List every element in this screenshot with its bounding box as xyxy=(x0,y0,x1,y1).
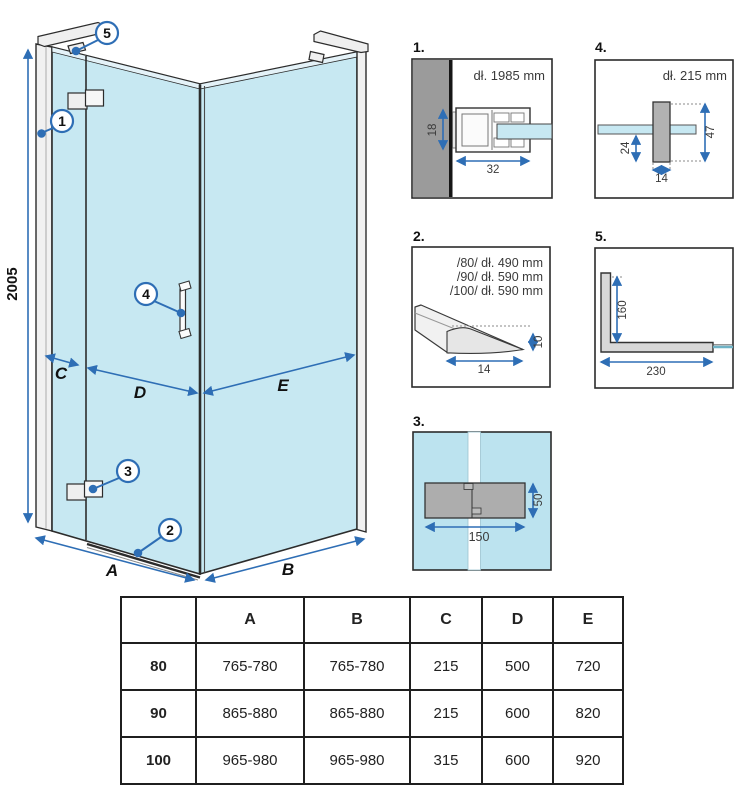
door-hinge-bottom xyxy=(67,481,103,500)
row-size-label: 90 xyxy=(121,690,196,737)
cell-c: 215 xyxy=(410,690,482,737)
dim-b-label: B xyxy=(281,560,295,579)
detail-2-line-90: /90/ dł. 590 mm xyxy=(456,270,543,284)
col-header-d: D xyxy=(482,597,553,643)
col-header-e: E xyxy=(553,597,623,643)
cell-a: 765-780 xyxy=(196,643,304,690)
svg-text:150: 150 xyxy=(468,530,490,544)
table-row xyxy=(121,643,623,690)
glass-pane-section xyxy=(598,125,696,134)
svg-text:10: 10 xyxy=(533,335,545,349)
dim-c-label: C xyxy=(54,364,68,383)
left-wall-profile xyxy=(36,44,52,531)
cell-a: 965-980 xyxy=(196,737,304,784)
svg-text:14: 14 xyxy=(655,173,668,185)
cell-e: 720 xyxy=(553,643,623,690)
detail-1-title: dł. 1985 mm xyxy=(473,68,545,83)
cell-b: 865-880 xyxy=(304,690,410,737)
callout-4-number: 4 xyxy=(142,286,150,302)
svg-text:47: 47 xyxy=(705,125,717,139)
detail-5-label: 5. xyxy=(595,228,607,244)
detail-4-dim-14 xyxy=(653,170,670,185)
svg-text:24: 24 xyxy=(620,141,632,155)
glass-hinge xyxy=(425,483,525,518)
cell-b: 965-980 xyxy=(304,737,410,784)
col-header-b: B xyxy=(304,597,410,643)
size-table xyxy=(120,596,624,785)
detail-2-label: 2. xyxy=(413,228,425,244)
callout-1-number: 1 xyxy=(58,113,66,129)
detail-2-line-80: /80/ dł. 490 mm xyxy=(456,256,543,270)
cell-d: 600 xyxy=(482,690,553,737)
detail-2-dim-10 xyxy=(533,334,545,350)
svg-text:32: 32 xyxy=(486,164,500,176)
detail-4-title: dł. 215 mm xyxy=(662,68,727,83)
svg-text:18: 18 xyxy=(427,123,439,137)
callout-5-number: 5 xyxy=(103,25,111,41)
cell-d: 600 xyxy=(482,737,553,784)
detail-panel-4 xyxy=(595,39,733,198)
col-header-a: A xyxy=(196,597,304,643)
callout-3-number: 3 xyxy=(124,463,132,479)
svg-text:50: 50 xyxy=(533,493,545,507)
detail-3-label: 3. xyxy=(413,413,425,429)
cell-b: 765-780 xyxy=(304,643,410,690)
size-table-wrap xyxy=(120,596,624,785)
col-header-c: C xyxy=(410,597,482,643)
cell-a: 865-880 xyxy=(196,690,304,737)
detail-panel-2 xyxy=(412,228,550,387)
svg-text:160: 160 xyxy=(617,300,629,320)
detail-2-line-100: /100/ dł. 590 mm xyxy=(449,284,543,298)
cell-c: 215 xyxy=(410,643,482,690)
dim-d-label: D xyxy=(133,383,147,402)
dim-a-label: A xyxy=(105,561,119,580)
row-size-label: 100 xyxy=(121,737,196,784)
table-row xyxy=(121,737,623,784)
right-glass-panel xyxy=(200,52,357,574)
cell-e: 920 xyxy=(553,737,623,784)
cell-e: 820 xyxy=(553,690,623,737)
height-dim-label: 2005 xyxy=(4,267,21,301)
table-row xyxy=(121,690,623,737)
svg-text:14: 14 xyxy=(477,364,491,376)
glass-pane-section xyxy=(497,124,552,139)
main-drawing xyxy=(4,22,368,580)
cell-c: 315 xyxy=(410,737,482,784)
svg-text:230: 230 xyxy=(646,366,666,378)
callout-2-number: 2 xyxy=(166,522,174,538)
detail-panel-3 xyxy=(413,413,551,570)
row-size-label: 80 xyxy=(121,643,196,690)
cell-d: 500 xyxy=(482,643,553,690)
detail-4-label: 4. xyxy=(595,39,607,55)
door-hinge-top xyxy=(68,90,104,109)
table-corner-cell xyxy=(121,597,196,643)
height-dimension-2005 xyxy=(4,50,28,522)
dim-e-label: E xyxy=(277,376,289,395)
right-edge-profile xyxy=(357,49,366,532)
detail-panel-1 xyxy=(412,39,552,198)
detail-panel-5 xyxy=(595,228,733,388)
detail-1-label: 1. xyxy=(413,39,425,55)
table-header-row xyxy=(121,597,623,643)
